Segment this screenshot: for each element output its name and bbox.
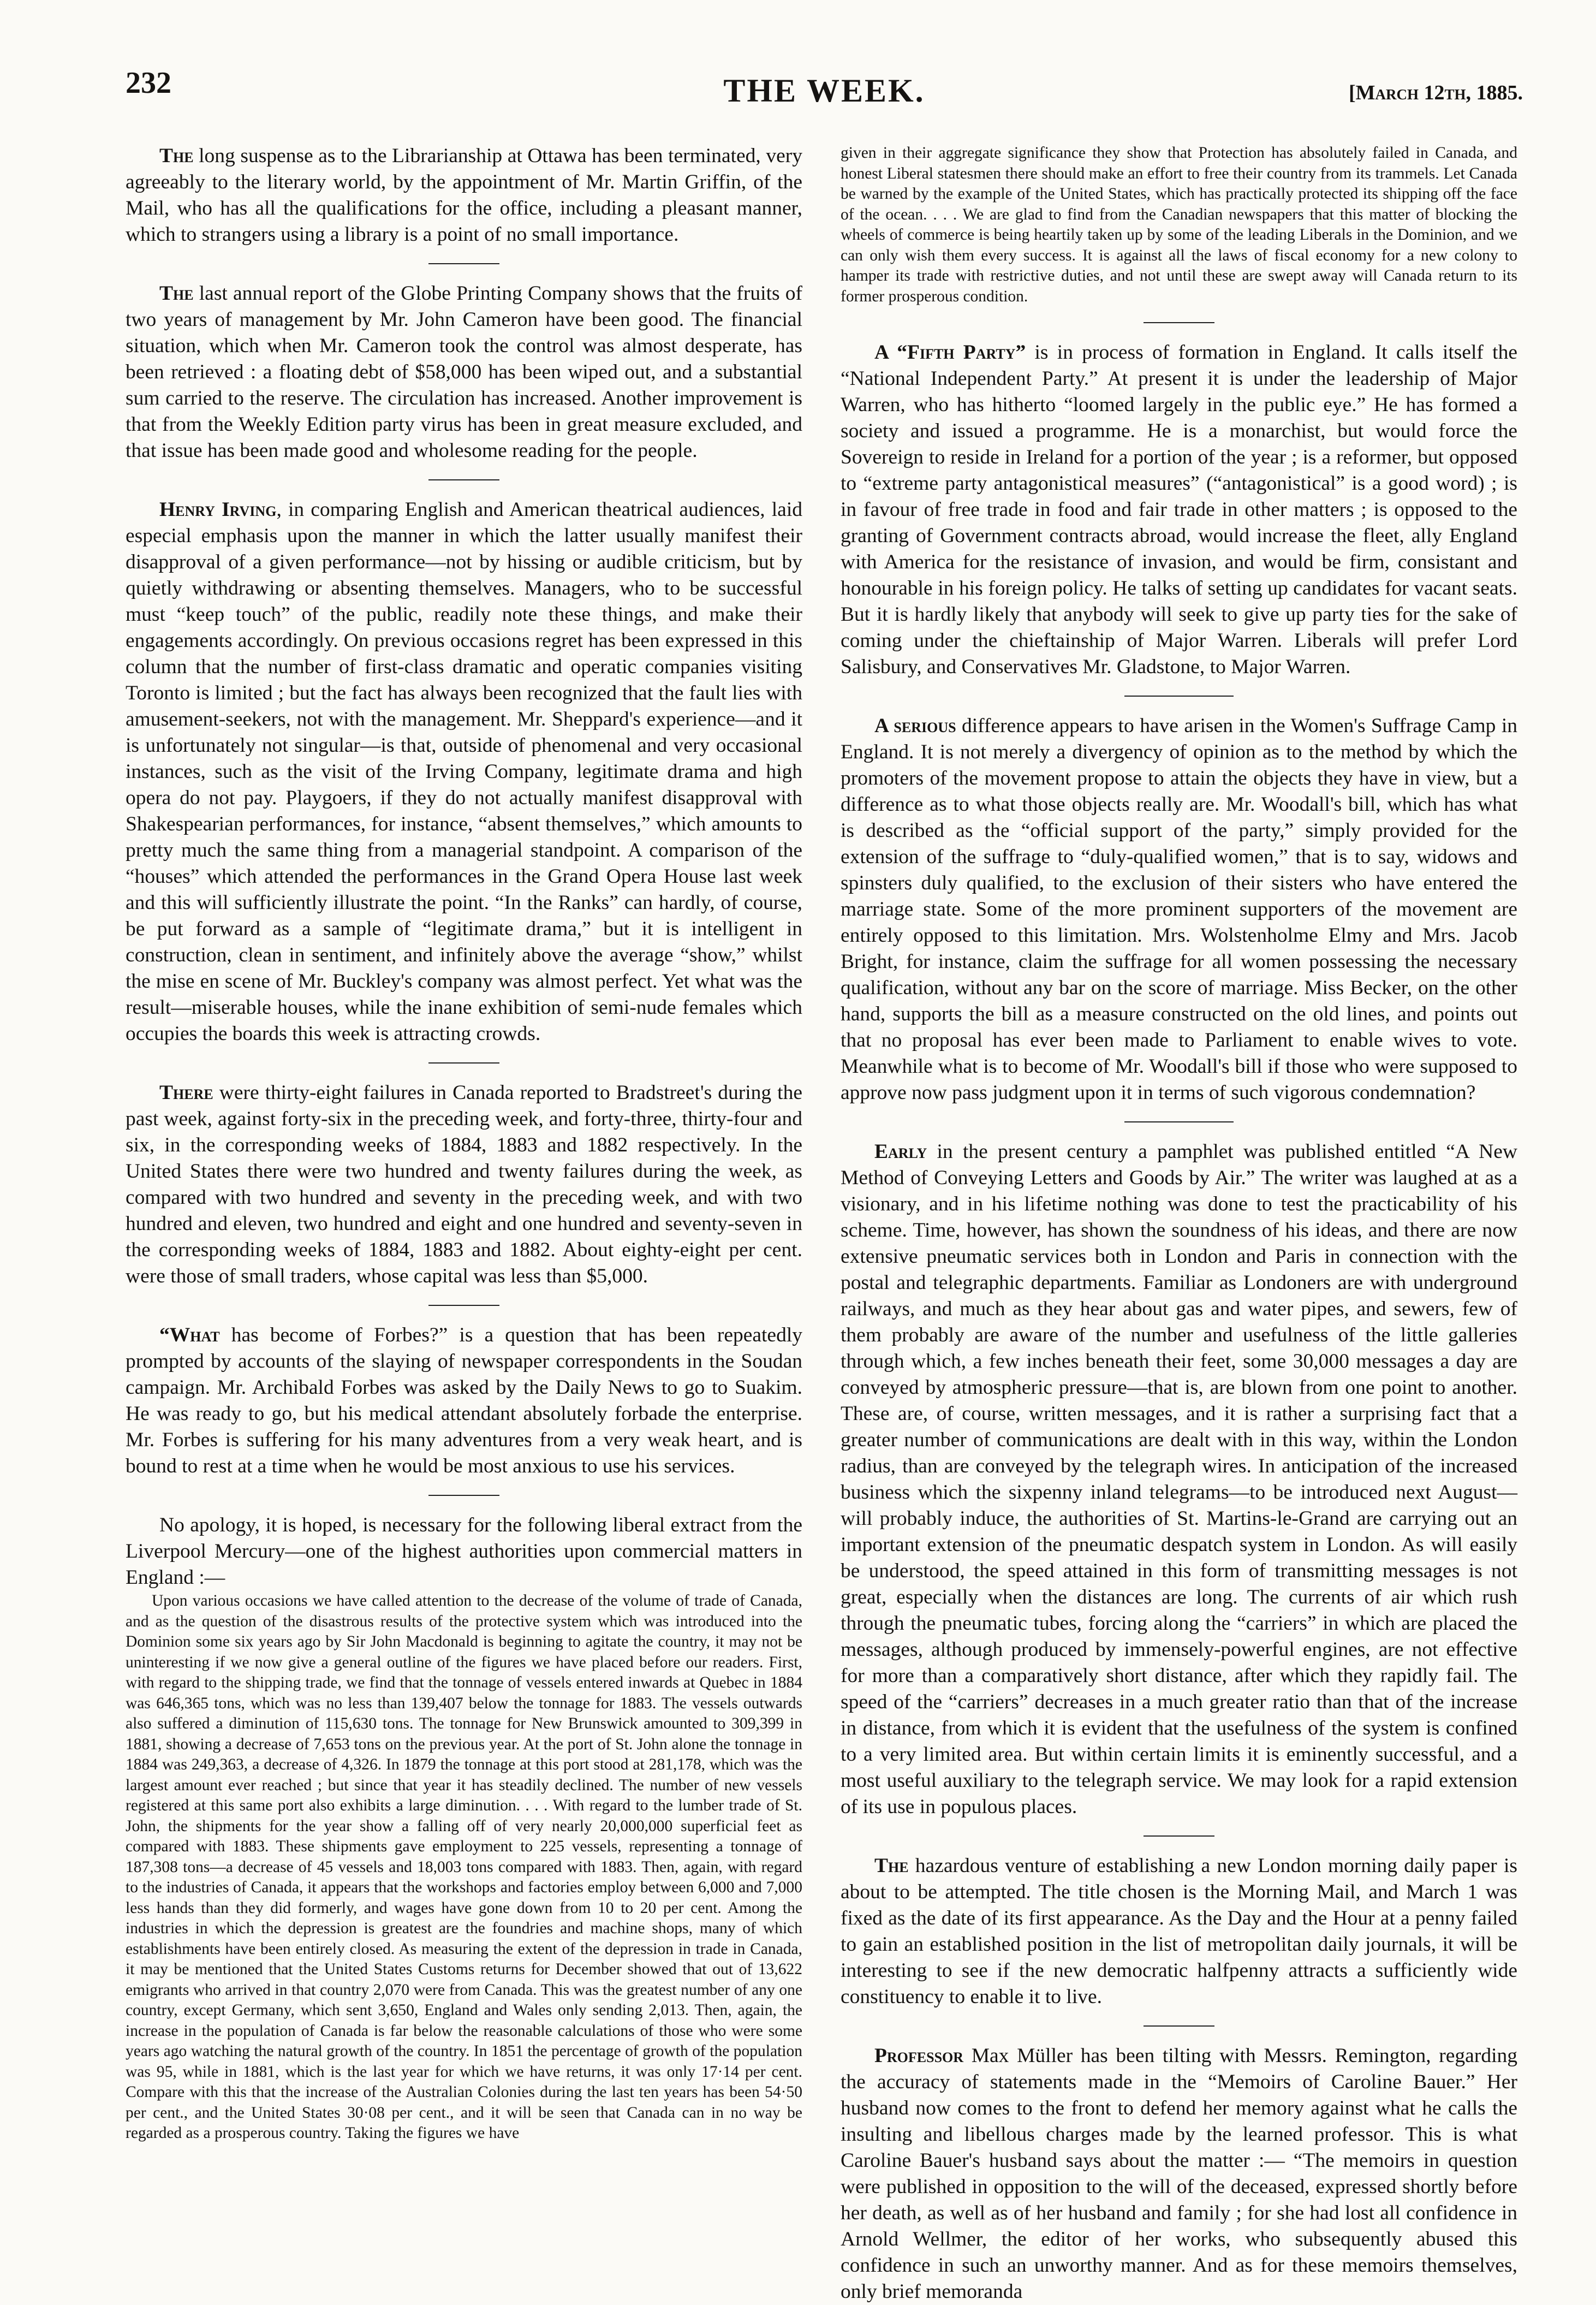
paragraph [841,1139,1517,1820]
right-column [841,143,1518,2303]
extract-quote-continued: given in their aggregate significance they show that Protection has absolutely failed in Canada, and honest Liberal statesmen there should make an effort to free their country from its trammels. Let Canada be warned by the example of the United States, which has practically protected its shipping off the face of the ocean. . . . We are glad to find from the Canadian newspapers that this matter of blocking the wheels of commerce is being heartily taken up by some of the leading Liberals in the Dominion, and we can only wish them every success. It is against all the laws of fiscal economy for a new colony to hamper its trade with restrictive duties, and not until these are swept away will Canada return to its former prosperous condition. [841,144,1517,305]
article-max-muller [841,2043,1517,2305]
section-divider [1144,1835,1214,1837]
lead-word: Henry Irving [159,498,277,521]
section-divider [428,263,499,264]
article-body: , in comparing English and American theatrical audiences, laid especial emphasis upon the manner in which the latter usually manifest their disapproval of a given performance—not by hissing or audible criticism, but by quietly withdrawing or absenting themselves. Managers, who to be successful must “keep touch” of the public, readily note these things, and make their engagements accordingly. On previous occasions regret has been expressed in this column that the number of first-class dramatic and operatic companies visiting Toronto is limited ; but the fact has always been recognized that the fault lies with amusement-seekers, not with the management. Mr. Sheppard's experience—and it is unfortunately not singular—is that, outside of phenomenal and very occasional instances, such as the visit of the Irving Company, legitimate drama and high opera do not pay. Playgoers, if they do not actually manifest disapproval with Shakespearian performances, for instance, “absent themselves,” which amounts to pretty much the same thing from a managerial standpoint. A comparison of the “houses” which attended the performances in the Grand Opera House last week and this will sufficiently illustrate the point. “In the Ranks” can hardly, of course, be put forward as a sample of “legitimate drama,” but it is intelligent in construction, clean in sentiment, and infinitely above the average “show,” whilst the mise en scene of Mr. Buckley's company was almost perfect. Yet what was the result—miserable houses, while the inane exhibition of semi-nude females which occupies the boards this week is attracting crowds. [126,498,802,1045]
section-divider [1144,322,1214,323]
lead-word: The [874,1855,909,1877]
lead-word: Professor [874,2045,964,2067]
article-body: is in process of formation in England. It calls itself the “National Independent Party.” At present it is under the leadership of Major Warren, who has hitherto “loomed largely in the public eye.” He has formed a society and issued a programme. He is a monarchist, but would force the Sovereign to reside in Ireland for a portion of the year ; is a reformer, but opposed to “extreme party antagonistical measures” (“antagonistical” is a good word) ; is in favour of free trade in food and fair trade in other matters ; is opposed to the granting of Government contracts abroad, would increase the fleet, ally England with America for the resistance of invasion, and would be firm, consistant and honourable in his foreign policy. He talks of setting up candidates for vacant seats. But it is hardly likely that anybody will seek to give up party ties for the sake of coming under the chieftainship of Major Warren. Liberals will prefer Lord Salisbury, and Conservatives Mr. Gladstone, to Major Warren. [841,341,1517,678]
lead-word: A “Fifth Party” [874,341,1026,364]
left-column [126,143,802,2223]
lead-word: Early [874,1140,927,1163]
article-librarianship [126,143,802,248]
section-divider [428,479,499,480]
article-body: Max Müller has been tilting with Messrs. Remington, regarding the accuracy of statements made in the “Memoirs of Caroline Bauer.” Her husband now comes to the front to defend her memory against what he calls the insulting and libellous charges made by the learned professor. This is what Caroline Bauer's husband says about the matter :— “The memoirs in question were published in opposition to the will of the deceased, expressed shortly before her death, as well as of her husband and family ; for she had lost all confidence in Arnold Wellmer, the editor of her works, who subsequently abused this confidence in such an unworthy manner. And as for these memoirs themselves, only brief memoranda [841,2045,1517,2303]
paragraph [126,1080,802,1290]
article-womens-suffrage [841,713,1517,1106]
article-failures [126,1080,802,1290]
lead-word: There [159,1082,213,1104]
article-body: in the present century a pamphlet was published entitled “A New Method of Conveying Letters and Goods by Air.” The writer was laughed at as a visionary, and in his lifetime nothing was done to test the practicability of his scheme. Time, however, has shown the soundness of his ideas, and there are now extensive pneumatic services both in London and Paris in connection with the postal and telegraphic departments. Familiar as Londoners are with underground railways, and much as they hear about gas and water pipes, and sewers, few of them probably are aware of the number and usefulness of the little galleries through which, a few inches beneath their feet, some 30,000 messages a day are conveyed by atmospheric pressure—that is, are blown from one point to another. These are, of course, written messages, and it is rather a surprising fact that a greater number of communications are dealt with in this way, within the London radius, than are conveyed by the telegraph wires. In anticipation of the increased business which the sixpenny inland telegrams—to be introduced next August—will probably induce, the authorities of St. Martins-le-Grand are carrying out an important extension of the pneumatic despatch system in London. As will easily be understood, the speed attained in this form of transmitting messages is not great, especially when the distances are long. The currents of air which rush through the pneumatic tubes, forcing along the “carriers” in which are placed the messages, although produced by immensely-powerful engines, are not effective for more than a comparatively short distance, after which they rapidly fail. The speed of the “carriers” decreases in a much greater ratio than that of the increase in distance, from which it is evident that the usefulness of the system is confined to a very limited area. But within certain limits it is eminently successful, and a most useful auxiliary to the telegraph service. We may look for a rapid extension of its use in populous places. [841,1140,1517,1818]
section-divider [1124,1121,1234,1122]
extract-quote: Upon various occasions we have called attention to the decrease of the volume of trade of Canada, and as the question of the disastrous results of the protective system which was introduced into the Dominion some six years ago by Sir John Macdonald is beginning to agitate the country, it may not be uninteresting if we now give a general outline of the figures we have placed before our readers. First, with regard to the shipping trade, we find that the tonnage of vessels entered inwards at Quebec in 1884 was 646,365 tons, which was no less than 139,407 below the tonnage for 1883. The vessels outwards also suffered a diminution of 115,630 tons. The tonnage for New Brunswick amounted to 309,399 in 1881, showing a decrease of 7,653 tons on the previous year. At the port of St. John alone the tonnage in 1884 was 249,363, a decrease of 4,326. In 1879 the tonnage at this port stood at 281,178, which was the largest amount ever reached ; but since that year it has steadily declined. The number of new vessels registered at this same port also exhibits a large diminution. . . . With regard to the lumber trade of St. John, the shipments for the year show a falling off of very nearly 20,000,000 superficial feet as compared with 1883. These shipments gave employment to 225 vessels, representing a tonnage of 187,308 tons—a decrease of 45 vessels and 18,003 tons compared with 1883. Then, again, with regard to the industries of Canada, it appears that the workshops and factories employ between 6,000 and 7,000 less hands than they did formerly, and wages have gone down from 10 to 20 per cent. Among the industries in which the depression is greatest are the foundries and machine shops, many of which establishments have been entirely closed. As measuring the extent of the depression in trade in Canada, it may be mentioned that the United States Customs returns for December showed that out of 13,622 emigrants who arrived in that country 2,070 were from Canada. This was the greatest number of any one country, except Germany, which sent 3,650, England and Wales only sending 2,013. Then, again, the increase in the population of Canada is far below the reasonable calculations of those who were some years ago watching the natural growth of the country. In 1851 the percentage of growth of the population was 95, while in 1881, which is the last year for which we have returns, it was only 17·14 per cent. Compare with this that the increase of the Australian Colonies during the last ten years has been 54·50 per cent., and the United States 30·08 per cent., and it will be seen that Canada can in no way be regarded as a prosperous country. Taking the figures we have [126,1592,802,2142]
article-extract-continued [841,143,1517,307]
paragraph [841,713,1517,1106]
article-body: were thirty-eight failures in Canada reported to Bradstreet's during the past week, against forty-six in the preceding week, and forty-three, thirty-four and six, in the corresponding weeks of 1884, 1883 and 1882 respectively. In the United States there were two hundred and twenty failures during the week, as compared with two hundred and seventy in the preceding week, and with two hundred and eleven, two hundred and eight and one hundred and seventy-seven in the corresponding weeks of 1884, 1883 and 1882. About eighty-eight per cent. were those of small traders, whose capital was less than $5,000. [126,1082,802,1287]
page-header [126,66,1523,120]
masthead: THE WEEK. [723,73,925,109]
article-pneumatic-service [841,1139,1517,1820]
paragraph [126,497,802,1047]
paragraph [841,1853,1517,2010]
issue-date: [March 12th, 1885. [1348,81,1523,104]
section-divider [428,1305,499,1306]
section-divider [1124,696,1234,697]
lead-word: “What [159,1324,220,1346]
section-divider [1144,2025,1214,2027]
article-body: hazardous venture of establishing a new London morning daily paper is about to be attempted. The title chosen is the Morning Mail, and March 1 was fixed as the date of its first appearance. As the Day and the Hour at a penny failed to gain an established position in the list of metropolitan daily journals, it will be interesting to see if the new democratic halfpenny attracts a sufficiently wide constituency to enable it to live. [841,1855,1517,2008]
article-liverpool-extract [126,1512,802,2144]
lead-word: A serious [874,715,956,737]
lead-word: The [159,145,194,167]
article-forbes [126,1322,802,1480]
paragraph [126,1322,802,1480]
article-morning-mail [841,1853,1517,2010]
article-fifth-party [841,340,1517,680]
section-divider [428,1495,499,1496]
paragraph [841,340,1517,680]
article-body: long suspense as to the Librarianship at Ottawa has been terminated, very agreeably to the literary world, by the appointment of Mr. Martin Griffin, of the Mail, who has all the qualifications for the office, including a pleasant manner, which to strangers using a library is a point of no small importance. [126,145,802,246]
extract-intro: No apology, it is hoped, is necessary for the following liberal extract from the Liverpool Mercury—one of the highest authorities upon commercial matters in England :— [126,1514,802,1589]
page-number: 232 [126,66,171,100]
section-divider [428,1062,499,1064]
article-henry-irving [126,497,802,1047]
article-body: last annual report of the Globe Printing Company shows that the fruits of two years of management by Mr. John Cameron have been good. The financial situation, which when Mr. Cameron took the control was almost desperate, has been retrieved : a floating debt of $58,000 has been wiped out, and a substantial sum carried to the reserve. The circulation has increased. Another improvement is that from the Weekly Edition party virus has been in great measure excluded, and that issue has been made good and wholesome reading for the people. [126,282,802,462]
article-globe-report [126,281,802,464]
article-body: has become of Forbes?” is a question that has been repeatedly prompted by accounts of the slaying of newspaper correspondents in the Soudan campaign. Mr. Archibald Forbes was asked by the Daily News to go to Suakim. He was ready to go, but his medical attendant absolutely forbade the enterprise. Mr. Forbes is suffering for his many adventures from a very weak heart, and is bound to rest at a time when he would be most anxious to use his services. [126,1324,802,1477]
paragraph [126,281,802,464]
article-body: difference appears to have arisen in the Women's Suffrage Camp in England. It is not merely a divergency of opinion as to the method by which the promoters of the movement propose to attain the objects they have in view, but a difference as to what those objects really are. Mr. Woodall's bill, which has what is described as the “official support of the party,” simply provided for the extension of the suffrage to “duly-qualified women,” that is to say, widows and spinsters duly qualified, to the exclusion of their sisters who have entered the marriage state. Some of the more prominent supporters of the movement are entirely opposed to this limitation. Mrs. Wolstenholme Elmy and Mrs. Jacob Bright, for instance, claim the suffrage for all women possessing the necessary qualification, without any bar on the score of marriage. Miss Becker, on the other hand, supports the bill as a measure constructed on the old lines, and points out that no proposal has ever been made to Parliament to enable wives to vote. Meanwhile what is to become of Mr. Woodall's bill if those who were supposed to approve now pass judgment upon it in terms of such vigorous condemnation? [841,715,1518,1104]
paragraph [841,2043,1517,2305]
lead-word: The [159,282,194,305]
paragraph [126,143,802,248]
